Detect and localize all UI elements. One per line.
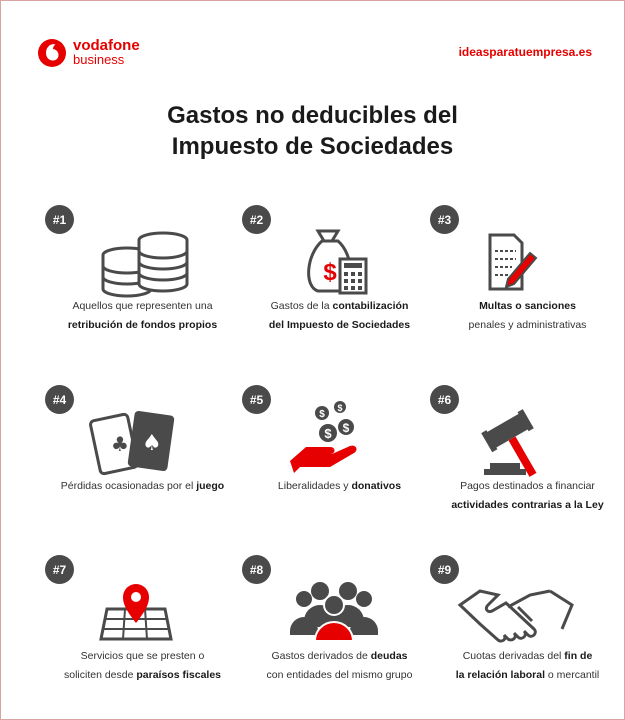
item-card-9 — [430, 555, 625, 720]
svg-text:♣: ♣ — [111, 432, 129, 456]
number-badge: #3 — [430, 205, 459, 234]
item-caption: Cuotas derivadas del fin de la relación laboral o mercantil — [455, 650, 600, 681]
svg-text:♠: ♠ — [142, 431, 162, 456]
handshake-icon — [430, 565, 625, 650]
site-link[interactable]: ideasparatuempresa.es — [458, 45, 592, 59]
svg-text:$: $ — [337, 403, 343, 413]
item-caption: Aquellos que representen una retribución de fondos propios — [67, 300, 218, 331]
item-card-6 — [430, 385, 625, 550]
number-badge: #2 — [242, 205, 271, 234]
svg-text:$: $ — [342, 421, 350, 435]
item-card-2 — [242, 205, 437, 370]
item-card-8 — [242, 555, 437, 720]
item-caption: Pagos destinados a financiar actividades contrarias a la Ley — [451, 480, 604, 511]
group-people-icon — [242, 565, 437, 650]
item-card-4 — [45, 385, 240, 550]
item-caption: Pérdidas ocasionadas por el juego — [60, 480, 225, 492]
item-card-5 — [242, 385, 437, 550]
item-caption: Gastos derivados de deudas con entidades del mismo grupo — [266, 650, 413, 681]
coins-stack-icon — [45, 215, 240, 300]
number-badge: #5 — [242, 385, 271, 414]
playing-cards-icon — [45, 395, 240, 480]
svg-text:$: $ — [319, 409, 325, 420]
item-card-3 — [430, 205, 625, 370]
hand-coins-icon — [242, 395, 437, 480]
vodafone-logo[interactable] — [37, 38, 140, 68]
number-badge: #6 — [430, 385, 459, 414]
page-title — [0, 100, 625, 162]
item-caption: Servicios que se presten o soliciten desde paraísos fiscales — [63, 650, 222, 681]
number-badge: #9 — [430, 555, 459, 584]
item-caption: Multas o sanciones penales y administrativas — [468, 300, 587, 331]
brand-name: vodafone — [73, 37, 140, 54]
map-pin-icon — [45, 565, 240, 650]
money-bag-calculator-icon — [242, 215, 437, 300]
number-badge: #7 — [45, 555, 74, 584]
number-badge: #1 — [45, 205, 74, 234]
gavel-icon — [430, 395, 625, 480]
number-badge: #8 — [242, 555, 271, 584]
brand-sub: business — [73, 52, 125, 67]
title-line-1: Gastos no deducibles del — [167, 102, 458, 129]
title-line-2: Impuesto de Sociedades — [171, 133, 454, 160]
number-badge: #4 — [45, 385, 74, 414]
item-card-7 — [45, 555, 240, 720]
item-caption: Liberalidades y donativos — [277, 480, 402, 492]
item-card-1 — [45, 205, 240, 370]
svg-text:$: $ — [323, 259, 337, 286]
vodafone-speechmark-icon — [37, 38, 67, 68]
item-caption: Gastos de la contabilización del Impuesto de Sociedades — [268, 300, 411, 331]
document-pen-icon — [430, 215, 625, 300]
svg-text:$: $ — [324, 426, 332, 441]
